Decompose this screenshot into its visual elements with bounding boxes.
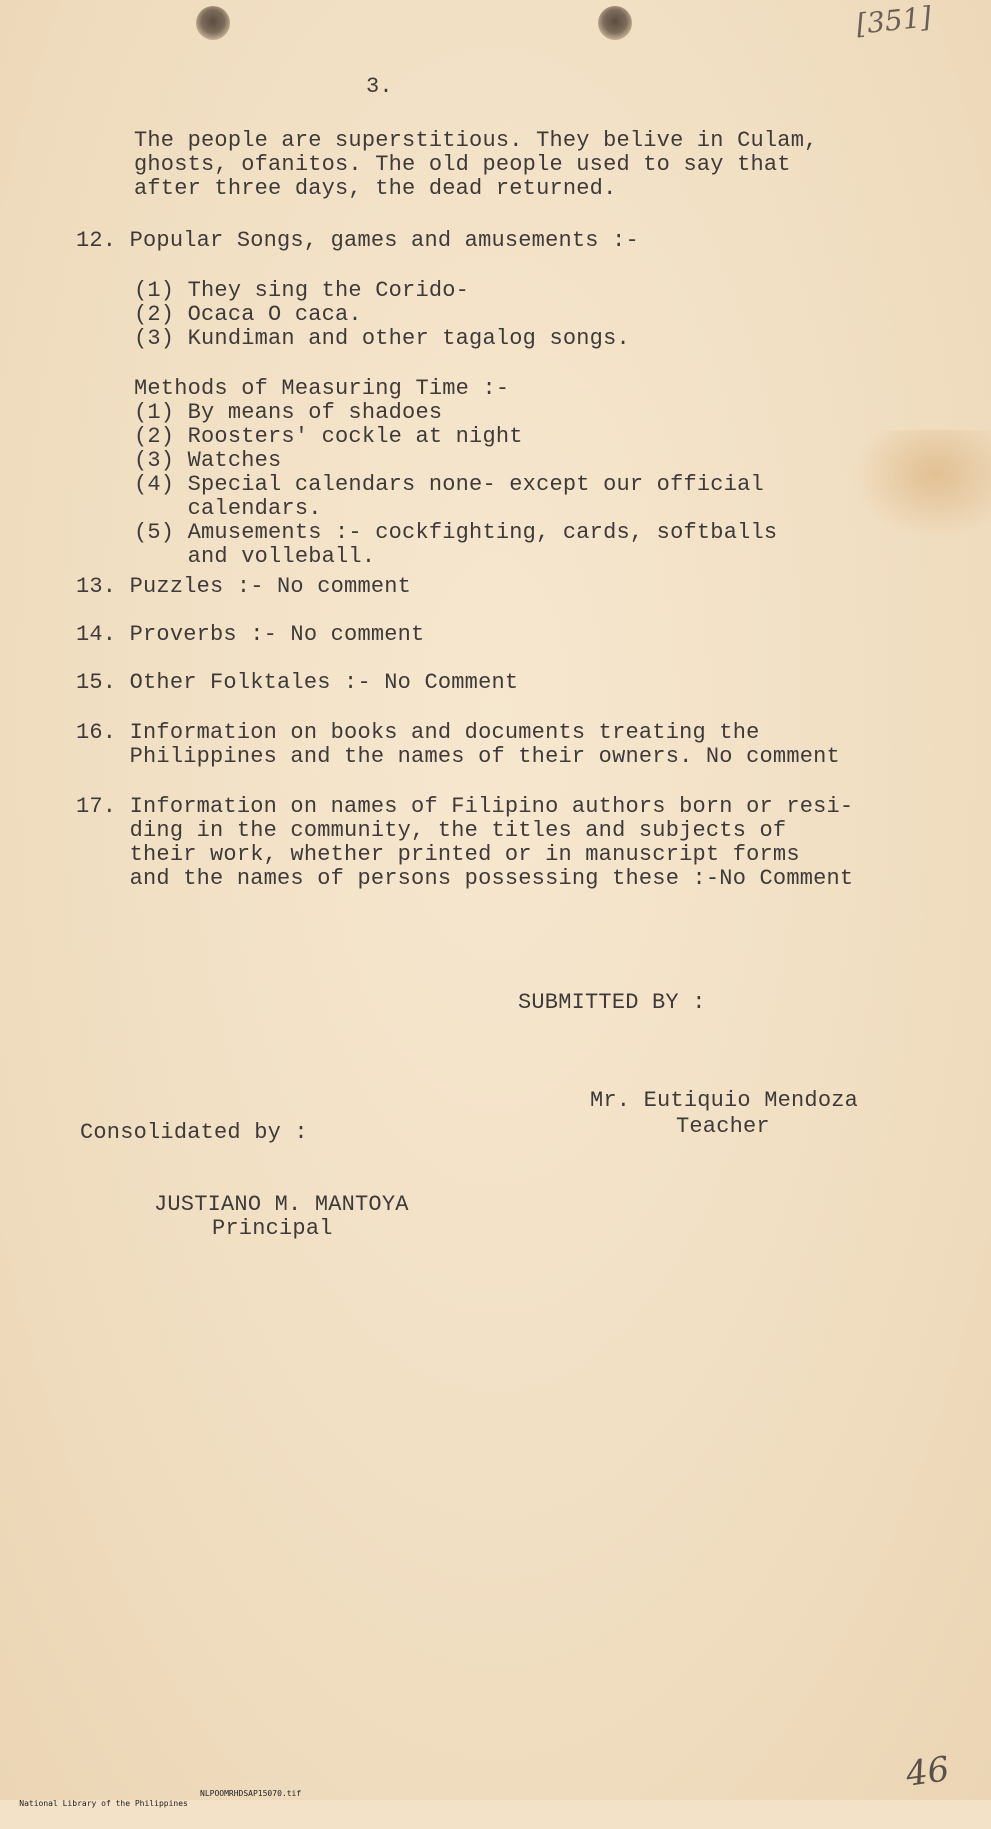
intro-line: after three days, the dead returned.: [134, 176, 617, 201]
item16-line: Philippines and the names of their owners. No comment: [76, 744, 840, 769]
item17-line: 17. Information on names of Filipino authors born or resi-: [76, 794, 854, 819]
teacher-name: Mr. Eutiquio Mendoza: [590, 1088, 859, 1113]
song-item: (1) They sing the Corido-: [134, 278, 470, 303]
punch-hole-right: [598, 6, 632, 40]
principal-name: JUSTIANO M. MANTOYA: [154, 1192, 409, 1217]
time-item: (2) Roosters' cockle at night: [134, 424, 523, 449]
archive-number: [351]: [854, 0, 933, 41]
item-puzzles: 13. Puzzles :- No comment: [76, 574, 412, 599]
item17-line: their work, whether printed or in manuscript forms: [76, 842, 800, 867]
intro-line: ghosts, ofanitos. The old people used to say that: [134, 152, 791, 177]
item-proverbs: 14. Proverbs :- No comment: [76, 622, 425, 647]
item16-line: 16. Information on books and documents treating the: [76, 720, 760, 745]
item-folktales: 15. Other Folktales :- No Comment: [76, 670, 519, 695]
time-item: (5) Amusements :- cockfighting, cards, softballs: [134, 520, 778, 545]
intro-line: The people are superstitious. They belive in Culam,: [134, 128, 818, 153]
item17-line: and the names of persons possessing these :-No Comment: [76, 866, 854, 891]
songs-heading: 12. Popular Songs, games and amusements :-: [76, 228, 639, 253]
time-item: and volleball.: [134, 544, 376, 569]
paper-stain: [851, 430, 991, 540]
time-item: calendars.: [134, 496, 322, 521]
handwritten-page-mark: 46: [903, 1749, 952, 1795]
principal-title: Principal: [212, 1216, 333, 1241]
time-heading: Methods of Measuring Time :-: [134, 376, 510, 401]
footer-library: National Library of the Philippines: [19, 1799, 188, 1808]
consolidated-by-label: Consolidated by :: [80, 1120, 308, 1145]
submitted-by-label: SUBMITTED BY :: [518, 990, 706, 1015]
footer: [0, 1789, 302, 1829]
footer-filename: NLPOOMRHDSAP15070.tif: [200, 1789, 302, 1798]
time-item: (3) Watches: [134, 448, 282, 473]
page-number: 3.: [366, 74, 393, 99]
time-item: (4) Special calendars none- except our official: [134, 472, 764, 497]
time-item: (1) By means of shadoes: [134, 400, 443, 425]
song-item: (3) Kundiman and other tagalog songs.: [134, 326, 630, 351]
teacher-title: Teacher: [676, 1114, 770, 1139]
punch-hole-left: [196, 6, 230, 40]
item17-line: ding in the community, the titles and subjects of: [76, 818, 787, 843]
song-item: (2) Ocaca O caca.: [134, 302, 362, 327]
